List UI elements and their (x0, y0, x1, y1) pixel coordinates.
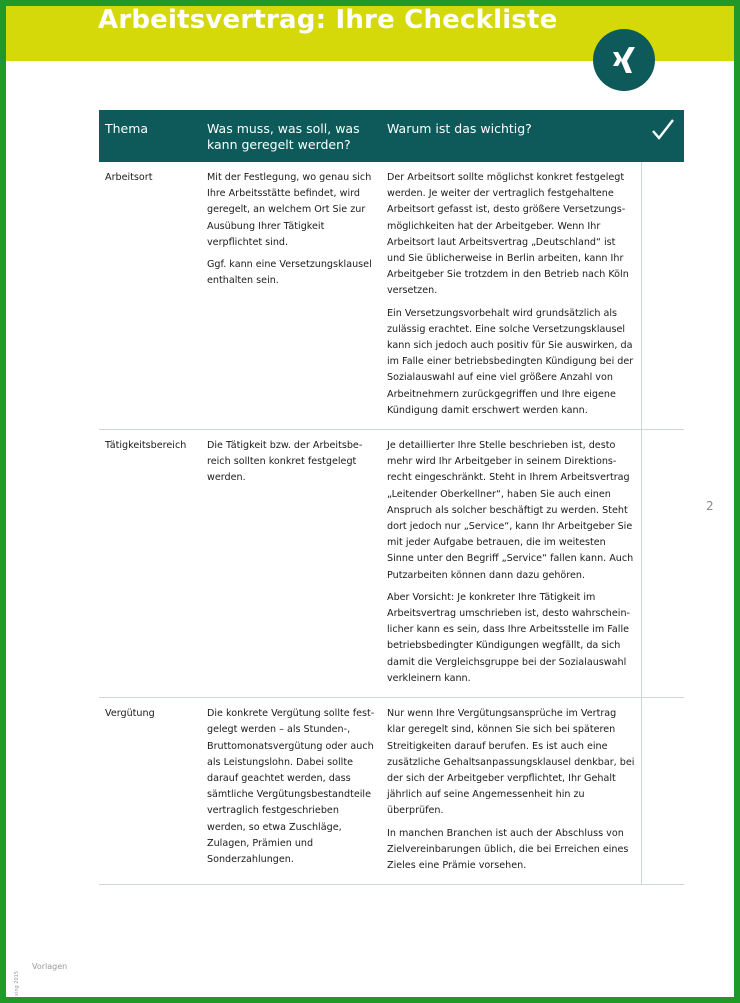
cell-checkbox[interactable] (642, 698, 684, 884)
xing-logo-icon (593, 29, 655, 91)
column-header-thema: Thema (105, 121, 149, 136)
cell-paragraph: Die Tätigkeit bzw. der Arbeitsbereich sollten konkret festgelegt werden. (207, 440, 363, 484)
cell-checkbox[interactable] (642, 162, 684, 429)
cell-paragraph: Ein Versetzungsvorbehalt wird grundsätzlich als zulässig erachtet. Eine solche Versetzungsklausel kann sich jedoch auch positiv für Sie auswirken, da im Falle einer betriebsbedingten Kündigung bei der Sozialauswahl auf eine viel größere Anzahl von Arbeitnehmern zurückgegriffen und Ihre eigene Kündigung damit erschwert werden kann. (387, 307, 634, 416)
table-header (99, 110, 684, 162)
table-row (99, 162, 684, 430)
table-row (99, 698, 684, 885)
footer-vertical-text: xing 2015 (14, 970, 20, 996)
cell-thema: Arbeitsort (105, 172, 153, 183)
checklist-table (99, 110, 684, 885)
cell-paragraph: In manchen Branchen ist auch der Abschluss von Zielvereinbarungen üblich, die bei Erreichen eines Zieles eine Prämie vorsehen. (387, 827, 629, 871)
cell-checkbox[interactable] (642, 430, 684, 697)
cell-warum (381, 430, 642, 697)
cell-was (201, 698, 381, 884)
cell-paragraph: Nur wenn Ihre Vergütungsansprüche im Vertrag klar geregelt sind, können Sie sich bei späteren Streitigkeiten darauf berufen. Es ist auch eine zusätzliche Gehaltsanpassungsklausel denkbar, bei der sich der Arbeitgeber verpflichtet, Ihr Gehalt jährlich auf seine Angemessenheit hin zu überprüfen. (387, 708, 635, 817)
footer-label: Vorlagen (32, 962, 68, 971)
table-row (99, 430, 684, 698)
cell-was (201, 162, 381, 429)
cell-paragraph: Ggf. kann eine Versetzungsklausel enthalten sein. (207, 259, 372, 287)
column-header-was: Was muss, was soll, was kann geregelt werden? (207, 121, 360, 152)
cell-paragraph: Aber Vorsicht: Je konkreter Ihre Tätigkeit im Arbeitsvertrag umschrieben ist, desto wahrscheinlicher kann es sein, dass Ihre Arbeitsstelle im Falle betriebsbedingter Kündigungen wegfällt, da sich damit die Vergleichsgruppe bei der Sozialauswahl verkleinern kann. (387, 591, 631, 684)
cell-warum (381, 698, 642, 884)
cell-paragraph: Die konkrete Vergütung sollte festgelegt werden – als Stunden-, Bruttomonatsvergütung oder auch als Leistungslohn. Dabei sollte darauf geachtet werden, dass sämtliche Vergütungsbestandteile vertraglich festgeschrieben werden, so etwa Zuschläge, Zulagen, Prämien und Sonderzahlungen. (207, 708, 375, 865)
page-number: 2 (706, 499, 714, 513)
cell-thema: Vergütung (105, 708, 155, 720)
checkmark-icon (651, 118, 675, 142)
column-header-warum: Warum ist das wichtig? (387, 121, 532, 136)
column-header-check (642, 110, 684, 162)
cell-paragraph: Je detaillierter Ihre Stelle beschrieben ist, desto mehr wird Ihr Arbeitgeber in seinem Direktionsrecht eingeschränkt. Steht in Ihrem Arbeitsvertrag „Leitender Oberkellner“, haben Sie auch einen Anspruch als solcher beschäftigt zu werden. Steht dort jedoch nur „Service“, kann Ihr Arbeitgeber Sie mit jeder Aufgabe betrauen, die im weitesten Sinne unter den Begriff „Service“ fallen kann. Auch Putzarbeiten können dann dazu gehören. (387, 440, 634, 581)
cell-paragraph: Der Arbeitsort sollte möglichst konkret festgelegt werden. Je weiter der vertraglich festgehaltene Arbeitsort gefasst ist, desto größere Versetzungsmöglichkeiten hat der Arbeitgeber. Wenn Ihr Arbeitsort laut Arbeitsvertrag „Deutschland“ ist und Sie üblicherweise in Berlin arbeiten, kann Ihr Arbeitgeber Sie trotzdem in den Betrieb nach Köln versetzen. (387, 172, 629, 297)
cell-paragraph: Mit der Festlegung, wo genau sich Ihre Arbeitsstätte befindet, wird geregelt, an welchem Ort Sie zur Ausübung Ihrer Tätigkeit verpflichtet sind. (207, 172, 372, 248)
cell-thema: Tätigkeitsbereich (105, 440, 187, 452)
cell-warum (381, 162, 642, 429)
cell-was (201, 430, 381, 697)
page-title: Arbeitsvertrag: Ihre Checkliste (98, 5, 558, 35)
